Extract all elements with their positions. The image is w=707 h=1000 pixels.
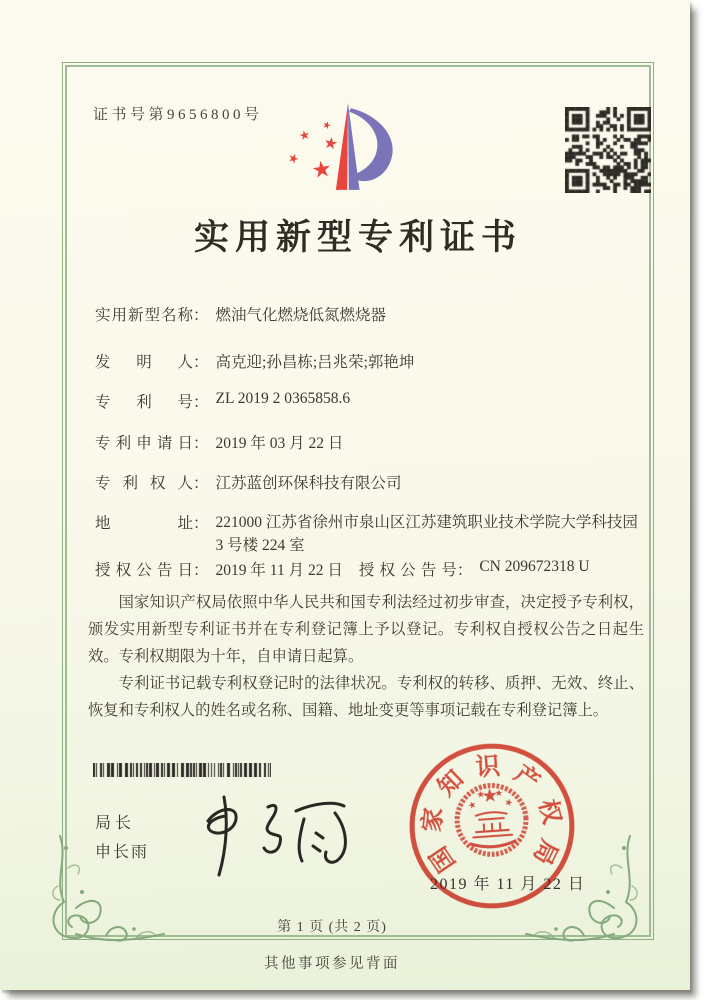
field-colon: ： [193, 475, 209, 492]
seal-char: 家 [418, 806, 448, 834]
seal-char: 权 [533, 796, 566, 827]
field-value: 高克迎;孙昌栋;吕兆荣;郭艳坤 [215, 354, 415, 371]
barcode-icon [93, 763, 271, 777]
field-row-patentee [95, 471, 402, 493]
field-row-patent-number [95, 390, 350, 412]
field-value: 221000 江苏省徐州市泉山区江苏建筑职业技术学院大学科技园 3 号楼 224 室 [215, 514, 638, 554]
field-label: 专利申请日 [95, 435, 193, 452]
seal-char: 局 [527, 835, 563, 869]
field-label: 授权公告日 [95, 562, 193, 579]
field-label: 专利号 [95, 394, 193, 411]
field-value: 江苏蓝创环保科技有限公司 [215, 475, 402, 492]
field-label: 地址 [95, 515, 193, 532]
seal-char: 知 [432, 765, 470, 802]
field-colon: ： [193, 307, 209, 324]
field-value: 燃油气化燃烧低氮燃烧器 [215, 307, 387, 324]
seal-char: 产 [508, 760, 545, 797]
field-colon: ： [193, 354, 209, 371]
field-value: 2019 年 03 月 22 日 [215, 435, 344, 452]
field-value: ZL 2019 2 0365858.6 [215, 390, 351, 407]
field-row-grant [95, 558, 590, 580]
seal-char: 国 [425, 841, 461, 877]
qr-code-icon [565, 107, 651, 193]
field-label: 授权公告号 [358, 562, 457, 579]
certificate-number: 证书号第9656800号 [93, 107, 263, 123]
field-value: 2019 年 11 月 22 日 [215, 562, 343, 579]
page-indicator: 第 1 页 (共 2 页) [277, 920, 387, 935]
field-row-address [95, 511, 648, 557]
field-colon: ： [193, 515, 209, 532]
commissioner-label: 局长 [95, 815, 136, 832]
signature-icon [192, 791, 362, 879]
field-label: 实用新型名称 [95, 307, 193, 324]
field-label: 专利权人 [95, 475, 193, 492]
field-value: CN 209672318 U [479, 558, 590, 575]
field-row-application-date [95, 431, 343, 453]
certificate-title: 实用新型专利证书 [193, 218, 522, 257]
corner-flourish-left-icon [46, 828, 166, 948]
commissioner-name: 申长雨 [95, 844, 150, 861]
field-row-inventors [95, 350, 414, 372]
issue-date: 2019 年 11 月 22 日 [430, 876, 586, 893]
field-colon: ： [193, 394, 209, 411]
legal-paragraph-2: 专利证书记载专利权登记时的法律状况。专利权的转移、质押、无效、终止、恢复和专利权人的姓名或名称、国籍、地址变更等事项记载在专利登记簿上。 [88, 675, 644, 719]
legal-paragraph-1: 国家知识产权局依照中华人民共和国专利法经过初步审查，决定授予专利权，颁发实用新型专利证书并在专利登记簿上予以登记。专利权自授权公告之日起生效。专利权期限为十年，自申请日起算。 [88, 594, 644, 665]
field-label: 发明人 [95, 354, 193, 371]
cnipa-logo-icon [284, 96, 416, 202]
field-colon: ： [193, 562, 209, 579]
legal-text [88, 589, 644, 724]
back-note: 其他事项参见背面 [264, 956, 400, 972]
field-colon: ： [456, 562, 473, 579]
field-colon: ： [193, 435, 209, 452]
seal-char: 识 [474, 752, 501, 782]
field-row-utility-model-name [95, 303, 386, 325]
